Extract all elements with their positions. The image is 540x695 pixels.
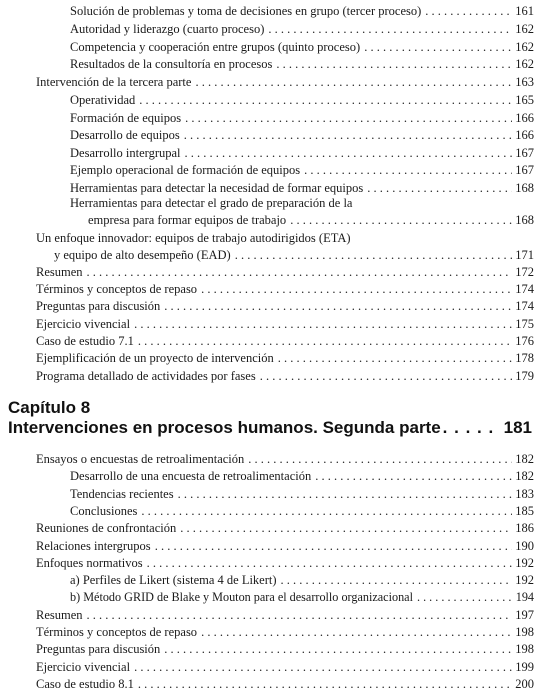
- toc-entry-text: Autoridad y liderazgo (cuarto proceso): [70, 22, 265, 36]
- toc-page-number: 166: [515, 111, 534, 125]
- toc-entry: [36, 538, 534, 555]
- toc-entry-text: Resultados de la consultoría en procesos: [70, 57, 273, 71]
- toc-entry-text: Desarrollo de equipos: [70, 128, 180, 142]
- dot-leader: [281, 572, 513, 589]
- dot-leader: [180, 520, 512, 537]
- toc-entry-text: Resumen: [36, 608, 83, 622]
- toc-entry: [88, 212, 534, 229]
- dot-leader: [278, 350, 512, 367]
- dot-leader: [367, 180, 512, 197]
- toc-entry-text: Herramientas para detectar la necesidad de formar equipos: [70, 181, 364, 195]
- dot-leader: [164, 298, 512, 315]
- toc-entry: [36, 264, 534, 281]
- toc-entry-text: Desarrollo intergrupal: [70, 146, 181, 160]
- toc-page-number: 161: [515, 4, 534, 18]
- toc-entry-text: b) Método GRID de Blake y Mouton para el desarrollo organizacional: [70, 590, 413, 604]
- toc-page-number: 162: [515, 57, 534, 71]
- toc-entry: [36, 520, 534, 537]
- toc-entry-text: Competencia y cooperación entre grupos (quinto proceso): [70, 40, 361, 54]
- toc-entry-text: Términos y conceptos de repaso: [36, 282, 198, 296]
- toc-entry-text: a) Perfiles de Likert (sistema 4 de Likert): [70, 573, 277, 587]
- toc-entry: [70, 56, 534, 73]
- dot-leader: [164, 641, 512, 658]
- toc-page-number: 163: [515, 75, 534, 89]
- toc-entry-text: Preguntas para discusión: [36, 642, 161, 656]
- toc-page-number: 166: [515, 128, 534, 142]
- toc-page-number: 168: [515, 213, 534, 227]
- toc-page-number: 182: [515, 469, 534, 483]
- dot-leader: [134, 659, 512, 676]
- dot-leader: [134, 316, 512, 333]
- dot-leader: [443, 418, 500, 438]
- dot-leader: [138, 333, 512, 350]
- dot-leader: [304, 162, 512, 179]
- toc-page-number: 197: [515, 608, 534, 622]
- toc-page-number: 194: [515, 590, 534, 604]
- dot-leader: [178, 486, 513, 503]
- toc-entry-text: Herramientas para detectar el grado de preparación de la: [70, 196, 353, 210]
- dot-leader: [315, 468, 512, 485]
- toc-page-number: 179: [515, 369, 534, 383]
- toc-entry-text: Preguntas para discusión: [36, 299, 161, 313]
- toc-entry: [70, 110, 534, 127]
- dot-leader: [235, 247, 513, 264]
- dot-leader: [425, 3, 512, 20]
- dot-leader: [276, 56, 512, 73]
- toc-page-number: 186: [515, 521, 534, 535]
- toc-entry: [70, 39, 534, 56]
- dot-leader: [248, 451, 512, 468]
- toc-entry-text: Conclusiones: [70, 504, 138, 518]
- dot-leader: [268, 21, 512, 38]
- toc-entry-text: Operatividad: [70, 93, 136, 107]
- toc-page-number: 167: [515, 163, 534, 177]
- toc-entry: [36, 641, 534, 658]
- toc-page-number: 192: [515, 573, 534, 587]
- toc-page-number: 162: [515, 22, 534, 36]
- toc-page-number: 183: [515, 487, 534, 501]
- dot-leader: [155, 538, 513, 555]
- dot-leader: [364, 39, 512, 56]
- chapter-page-number: 181: [503, 418, 532, 437]
- toc-page-number: 198: [515, 642, 534, 656]
- toc-page-number: 162: [515, 40, 534, 54]
- toc-page-number: 178: [515, 351, 534, 365]
- dot-leader: [139, 92, 512, 109]
- toc-entry: [54, 247, 534, 264]
- toc-entry-text: y equipo de alto desempeño (EAD): [54, 248, 231, 262]
- toc-entry-text: Caso de estudio 8.1: [36, 677, 134, 691]
- toc-page-number: 165: [515, 93, 534, 107]
- toc-entry: [36, 451, 534, 468]
- dot-leader: [87, 264, 513, 281]
- dot-leader: [141, 503, 512, 520]
- toc-page-number: 176: [515, 334, 534, 348]
- toc-entry-text: Ejercicio vivencial: [36, 317, 131, 331]
- dot-leader: [201, 624, 512, 641]
- dot-leader: [87, 607, 513, 624]
- dot-leader: [138, 676, 512, 693]
- toc-page-number: 199: [515, 660, 534, 674]
- toc-entry: [36, 368, 534, 385]
- toc-entry-text: Ensayos o encuestas de retroalimentación: [36, 452, 245, 466]
- dot-leader: [417, 589, 513, 606]
- toc-entry-text: Ejemplo operacional de formación de equipos: [70, 163, 301, 177]
- toc-entry: [70, 162, 534, 179]
- toc-entry-text: Enfoques normativos: [36, 556, 143, 570]
- toc-entry: [36, 281, 534, 298]
- toc-entry: [36, 298, 534, 315]
- toc-entry: [36, 659, 534, 676]
- dot-leader: [260, 368, 513, 385]
- dot-leader: [290, 212, 512, 229]
- toc-page-number: 200: [515, 677, 534, 691]
- chapter-label: Capítulo 8: [8, 398, 91, 417]
- toc-entry: [36, 333, 534, 350]
- toc-entry: [70, 468, 534, 485]
- toc-entry-text: empresa para formar equipos de trabajo: [88, 213, 287, 227]
- toc-page-number: 174: [515, 282, 534, 296]
- dot-leader: [147, 555, 513, 572]
- dot-leader: [185, 145, 513, 162]
- toc-entry-text: Términos y conceptos de repaso: [36, 625, 198, 639]
- chapter-title-text: Intervenciones en procesos humanos. Segunda parte: [8, 418, 441, 437]
- toc-entry-text: Ejercicio vivencial: [36, 660, 131, 674]
- toc-entry: [36, 316, 534, 333]
- toc-entry: [36, 607, 534, 624]
- toc-page-number: 175: [515, 317, 534, 331]
- toc-entry: [36, 624, 534, 641]
- toc-entry-text: Relaciones intergrupos: [36, 539, 151, 553]
- toc-entry-text: Formación de equipos: [70, 111, 182, 125]
- toc-page-number: 171: [515, 248, 534, 262]
- toc-entry: [70, 589, 534, 606]
- toc-entry-text: Desarrollo de una encuesta de retroalimentación: [70, 469, 312, 483]
- toc-page-number: 182: [515, 452, 534, 466]
- toc-entry: [70, 127, 534, 144]
- toc-page-number: 174: [515, 299, 534, 313]
- toc-page-number: 190: [515, 539, 534, 553]
- toc-entry-text: Ejemplificación de un proyecto de intervención: [36, 351, 274, 365]
- toc-entry-text: Tendencias recientes: [70, 487, 174, 501]
- toc-page-number: 185: [515, 504, 534, 518]
- toc-entry: [36, 350, 534, 367]
- toc-page-number: 168: [515, 181, 534, 195]
- toc-page-number: 192: [515, 556, 534, 570]
- chapter-title: [8, 418, 532, 438]
- toc-entry: [70, 3, 534, 20]
- toc-entry: [70, 145, 534, 162]
- toc-entry-text: Intervención de la tercera parte: [36, 75, 192, 89]
- toc-entry: [36, 555, 534, 572]
- toc-entry-text: Caso de estudio 7.1: [36, 334, 134, 348]
- toc-page-number: 172: [515, 265, 534, 279]
- toc-entry: [70, 572, 534, 589]
- toc-entry: [36, 74, 534, 91]
- toc-entry: [36, 676, 534, 693]
- toc-entry-text: Resumen: [36, 265, 83, 279]
- toc-entry: [70, 21, 534, 38]
- toc-entry: [70, 503, 534, 520]
- toc-entry-text: Reuniones de confrontación: [36, 521, 177, 535]
- toc-entry-text: Programa detallado de actividades por fases: [36, 369, 256, 383]
- toc-entry-text: Un enfoque innovador: equipos de trabajo autodirigidos (ETA): [36, 231, 351, 245]
- dot-leader: [184, 127, 513, 144]
- toc-entry-text: Solución de problemas y toma de decisiones en grupo (tercer proceso): [70, 4, 422, 18]
- toc-entry: [70, 486, 534, 503]
- toc-page-number: 198: [515, 625, 534, 639]
- dot-leader: [201, 281, 512, 298]
- toc-page-number: 167: [515, 146, 534, 160]
- toc-entry: [70, 92, 534, 109]
- dot-leader: [195, 74, 512, 91]
- dot-leader: [185, 110, 512, 127]
